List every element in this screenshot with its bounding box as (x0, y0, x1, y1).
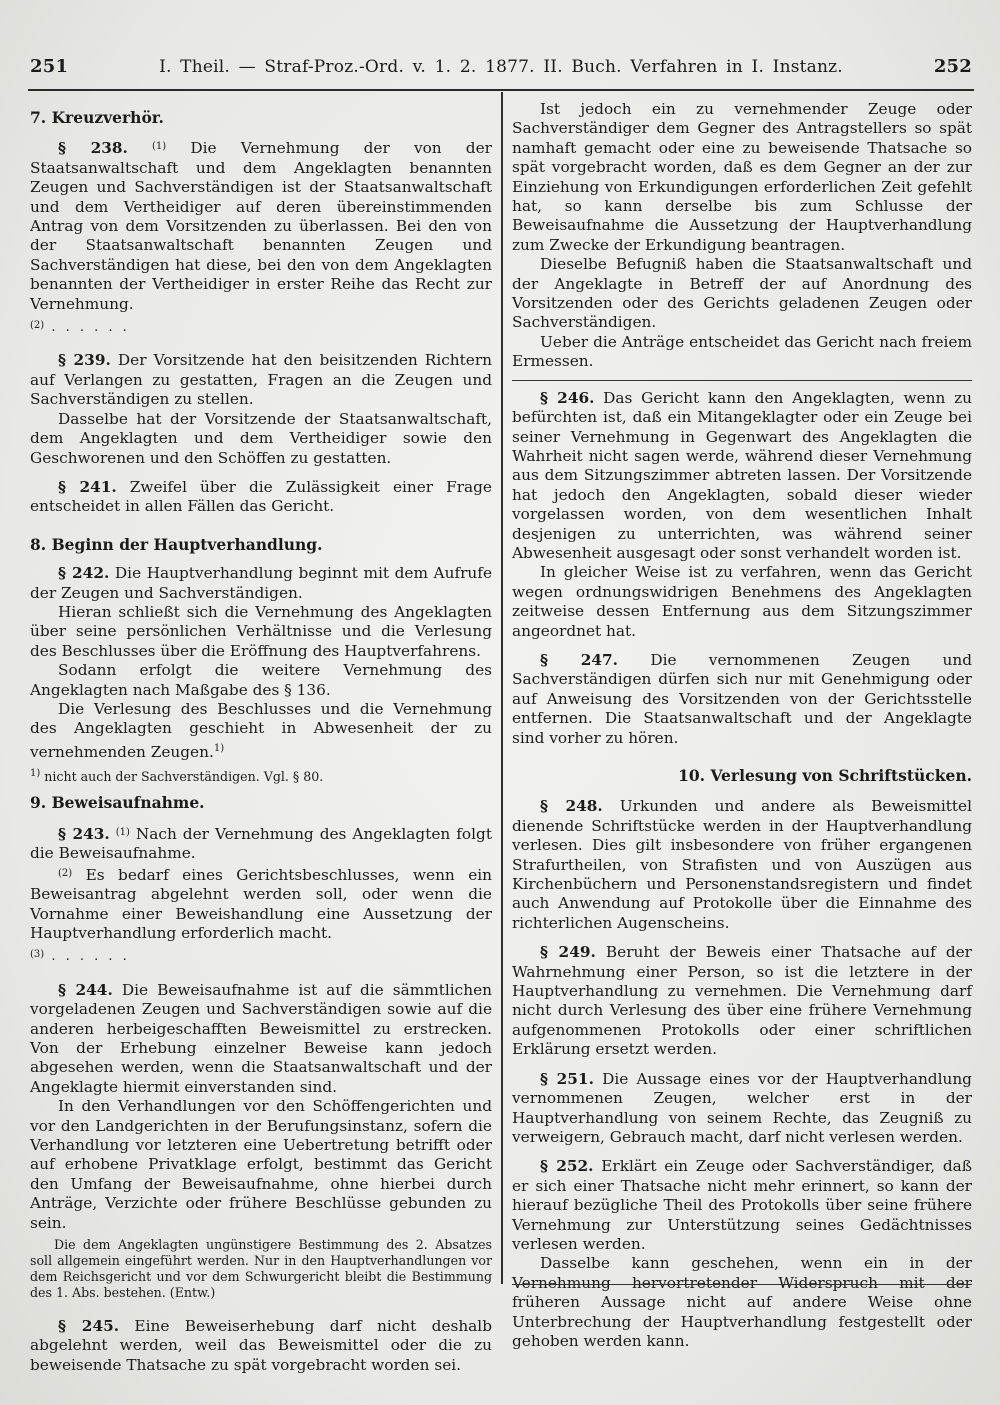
paragraph-239 (30, 351, 492, 409)
paragraph-238 (30, 137, 492, 314)
section-heading-8: 8. Beginn der Hauptverhandlung. (30, 534, 323, 554)
header-rule (28, 89, 974, 91)
section-heading-10: 10. Verlesung von Schriftstücken. (678, 766, 972, 785)
paragraph-239-2: Dasselbe hat der Vorsitzende der Staatsanwaltschaft, dem Angeklagten und dem Vertheidiger sowie den Geschworenen und den Schöffen zu gestatten. (30, 409, 492, 467)
omission-2 (30, 316, 492, 337)
running-title: I. Theil. — Straf-Proz.-Ord. v. 1. 2. 1877. II. Buch. Verfahren in I. Instanz. (159, 57, 843, 77)
paragraph-text: Die Verlesung des Beschlusses und die Vernehmung des Angeklagten geschieht in Abwesenheit der zu vernehmenden Zeugen. (30, 699, 492, 761)
left-page-number: 251 (30, 56, 69, 77)
paragraph-text: Zweifel über die Zulässigkeit einer Frage entscheidet in allen Fällen das Gericht. (30, 477, 492, 516)
paragraph-248 (512, 797, 972, 933)
paragraph-text: Urkunden und andere als Beweismittel dienende Schriftstücke werden in der Hauptverhandlung verlesen. Dies gilt insbesondere von früher ergangenen Strafurtheilen, von Strafisten und von Auszügen aus Kirchenbüchern und Personenstandsregistern und findet auch Anwendung auf Protokolle über die Einnahme des richterlichen Augenscheins. (512, 797, 972, 932)
paragraph-242-2: Hieran schließt sich die Vernehmung des Angeklagten über seine persönlichen Verhältnisse und die Verlesung des Beschlusses über die Eröffnung des Hauptverfahrens. (30, 602, 492, 660)
subsection-mark: (2) (30, 320, 45, 332)
paragraph-245-continued-3: Ueber die Anträge entscheidet das Gericht nach freiem Ermessen. (512, 332, 972, 371)
paragraph-text: Beruht der Beweis einer Thatsache auf der Wahrnehmung einer Person, so ist die letztere in der Hauptverhandlung zu vernehmen. Die Vernehmung darf nicht durch Verlesung des über eine frühere Vernehmung aufgenommenen Protokolls oder einer schriftlichen Erklärung ersetzt werden. (512, 943, 972, 1059)
omission-dots: . . . . . . (51, 320, 130, 336)
subsection-mark: (2) (58, 867, 73, 879)
running-header (30, 56, 972, 82)
paragraph-241 (30, 478, 492, 517)
section-number: § 248. (540, 797, 603, 816)
paragraph-242-3: Sodann erfolgt die weitere Vernehmung des Angeklagten nach Maßgabe des § 136. (30, 661, 492, 699)
paragraph-251 (512, 1070, 972, 1148)
paragraph-244 (30, 981, 492, 1097)
paragraph-243 (30, 823, 492, 864)
section-number: § 246. (540, 388, 595, 407)
right-page-number: 252 (933, 56, 972, 77)
paragraph-245 (30, 1317, 492, 1375)
omission-3 (30, 945, 492, 966)
footnote-1 (30, 766, 492, 785)
paragraph-text: Die Beweisaufnahme ist auf die sämmtlichen vorgeladenen Zeugen und Sachverständigen sowie auf die anderen herbeigeschafften Beweismittel zu erstrecken. Von der Erhebung einzelner Beweise kann jedoch abgesehen werden, wenn die Staatsanwaltschaft und der Angeklagte hiermit einverstanden sind. (30, 980, 492, 1096)
footnote-ref: 1) (213, 742, 225, 754)
section-number: § 252. (540, 1157, 594, 1176)
section-heading-9: 9. Beweisaufnahme. (30, 793, 205, 813)
footnote-mark: 1) (30, 768, 41, 780)
section-number: § 242. (58, 564, 110, 583)
bottom-rule (512, 1284, 972, 1285)
paragraph-243-2 (30, 864, 492, 944)
section-number: § 245. (58, 1317, 120, 1335)
paragraph-244-2: In den Verhandlungen vor den Schöffengerichten und vor den Landgerichten in der Berufungsinstanz, sofern die Verhandlung vor letzteren eine Uebertretung betrifft oder auf erhobene Privatklage erfolgt, bestimmt das Gericht den Umfang der Beweisaufnahme, ohne hierbei durch Anträge, Verzichte oder frühere Beschlüsse gebunden zu sein. (30, 1097, 492, 1232)
paragraph-242 (30, 564, 492, 603)
paragraph-246-2: In gleicher Weise ist zu verfahren, wenn das Gericht wegen ordnungswidrigen Benehmens des Angeklagten zeitweise dessen Entfernung aus dem Sitzungszimmer angeordnet hat. (512, 563, 972, 640)
subsection-mark: (1) (115, 826, 130, 838)
subsection-mark: (1) (152, 141, 167, 153)
paragraph-text: Eine Beweiserhebung darf nicht deshalb abgelehnt werden, weil das Beweismittel oder die zu beweisende Thatsache zu spät vorgebracht worden sei. (30, 1317, 492, 1374)
subsection-mark: (3) (30, 949, 45, 961)
footnote-text: nicht auch der Sachverständigen. Vgl. § 80. (44, 769, 324, 785)
section-number: § 239. (58, 351, 111, 370)
paragraph-text: Der Vorsitzende hat den beisitzenden Richtern auf Verlangen zu gestatten, Fragen an die Zeugen und Sachverständigen zu stellen. (30, 351, 492, 409)
separator-rule (512, 380, 972, 381)
left-column (30, 100, 492, 1375)
editorial-note-244: Die dem Angeklagten ungünstigere Bestimmung des 2. Absatzes soll allgemein eingeführt werden. Nur in den Hauptverhandlungen vor dem Reichsgericht und vor dem Schwurgericht bleibt die Bestimmung des 1. Abs. bestehen. (Entw.) (30, 1237, 492, 1300)
paragraph-252 (512, 1157, 972, 1254)
paragraph-text: Die vernommenen Zeugen und Sachverständigen dürfen sich nur mit Genehmigung oder auf Anweisung des Vorsitzenden von der Gerichtsstelle entfernen. Die Staatsanwaltschaft und der Angeklagte sind vorher zu hören. (512, 650, 972, 747)
paragraph-text: Die Aussage eines vor der Hauptverhandlung vernommenen Zeugen, welcher erst in der Hauptverhandlung von seinem Rechte, das Zeugniß zu verweigern, Gebrauch macht, darf nicht verlesen werden. (512, 1069, 972, 1146)
paragraph-text: Das Gericht kann den Angeklagten, wenn zu befürchten ist, daß ein Mitangeklagter oder ein Zeuge bei seiner Vernehmung in Gegenwart des Angeklagten die Wahrheit nicht sagen werde, während dieser Vernehmung aus dem Sitzungszimmer abtreten lassen. Der Vorsitzende hat jedoch den Angeklagten, sobald dieser wieder vorgelassen worden, von dem wesentlichen Inhalt desjenigen zu unterrichten, was während seiner Abwesenheit ausgesagt oder sonst verhandelt worden ist. (512, 388, 972, 562)
right-column (512, 100, 972, 1351)
paragraph-text: Die Hauptverhandlung beginnt mit dem Aufrufe der Zeugen und Sachverständigen. (30, 564, 492, 602)
section-heading-7: 7. Kreuzverhör. (30, 108, 164, 127)
paragraph-242-4 (30, 700, 492, 762)
paragraph-249 (512, 943, 972, 1059)
paragraph-246 (512, 389, 972, 564)
section-number: § 243. (58, 824, 110, 843)
section-number: § 249. (540, 943, 596, 962)
section-number: § 251. (540, 1069, 594, 1088)
column-divider (501, 92, 503, 1284)
paragraph-text: Die Vernehmung der von der Staatsanwaltschaft und dem Angeklagten benannten Zeugen und Sachverständigen ist der Staatsanwaltschaft und dem Vertheidiger auf deren übereinstimmenden Antrag von dem Vorsitzenden zu überlassen. Bei den von der Staatsanwaltschaft benannten Zeugen und Sachverständigen hat diese, bei den von dem Angeklagten benannten der Vertheidiger in erster Reihe das Recht zur Vernehmung. (30, 139, 492, 313)
paragraph-245-continued-2: Dieselbe Befugniß haben die Staatsanwaltschaft und der Angeklagte in Betreff der auf Anordnung des Vorsitzenden oder des Gerichts geladenen Zeugen oder Sachverständigen. (512, 255, 972, 332)
section-number: § 247. (540, 650, 619, 669)
section-number: § 241. (58, 477, 117, 496)
paragraph-245-continued: Ist jedoch ein zu vernehmender Zeuge oder Sachverständiger dem Gegner des Antragstellers so spät namhaft gemacht oder eine zu beweisende Thatsache so spät vorgebracht worden, daß es dem Gegner an der zur Einziehung von Erkundigungen erforderlichen Zeit gefehlt hat, so kann derselbe bis zum Schlusse der Beweisaufnahme die Aussetzung der Hauptverhandlung zum Zwecke der Erkundigung beantragen. (512, 100, 972, 254)
paragraph-text: Nach der Vernehmung des Angeklagten folgt die Beweisaufnahme. (30, 824, 492, 863)
section-number: § 244. (58, 980, 113, 999)
paragraph-text: Erklärt ein Zeuge oder Sachverständiger, daß er sich einer Thatsache nicht mehr erinnert, so kann der hierauf bezügliche Theil des Protokolls über seine frühere Vernehmung zur Unterstützung seines Gedächtnisses verlesen werden. (512, 1157, 972, 1253)
omission-dots: . . . . . . (51, 949, 130, 965)
section-number: § 238. (58, 139, 128, 158)
paragraph-247 (512, 651, 972, 748)
paragraph-252-2: Dasselbe kann geschehen, wenn ein in der Vernehmung hervortretender Widerspruch mit der früheren Aussage nicht auf andere Weise ohne Unterbrechung der Hauptverhandlung festgestellt oder gehoben werden kann. (512, 1254, 972, 1350)
paragraph-text: Es bedarf eines Gerichtsbeschlusses, wenn ein Beweisantrag abgelehnt werden soll, oder wenn die Vornahme einer Beweishandlung eine Aussetzung der Hauptverhandlung erforderlich macht. (30, 865, 492, 942)
